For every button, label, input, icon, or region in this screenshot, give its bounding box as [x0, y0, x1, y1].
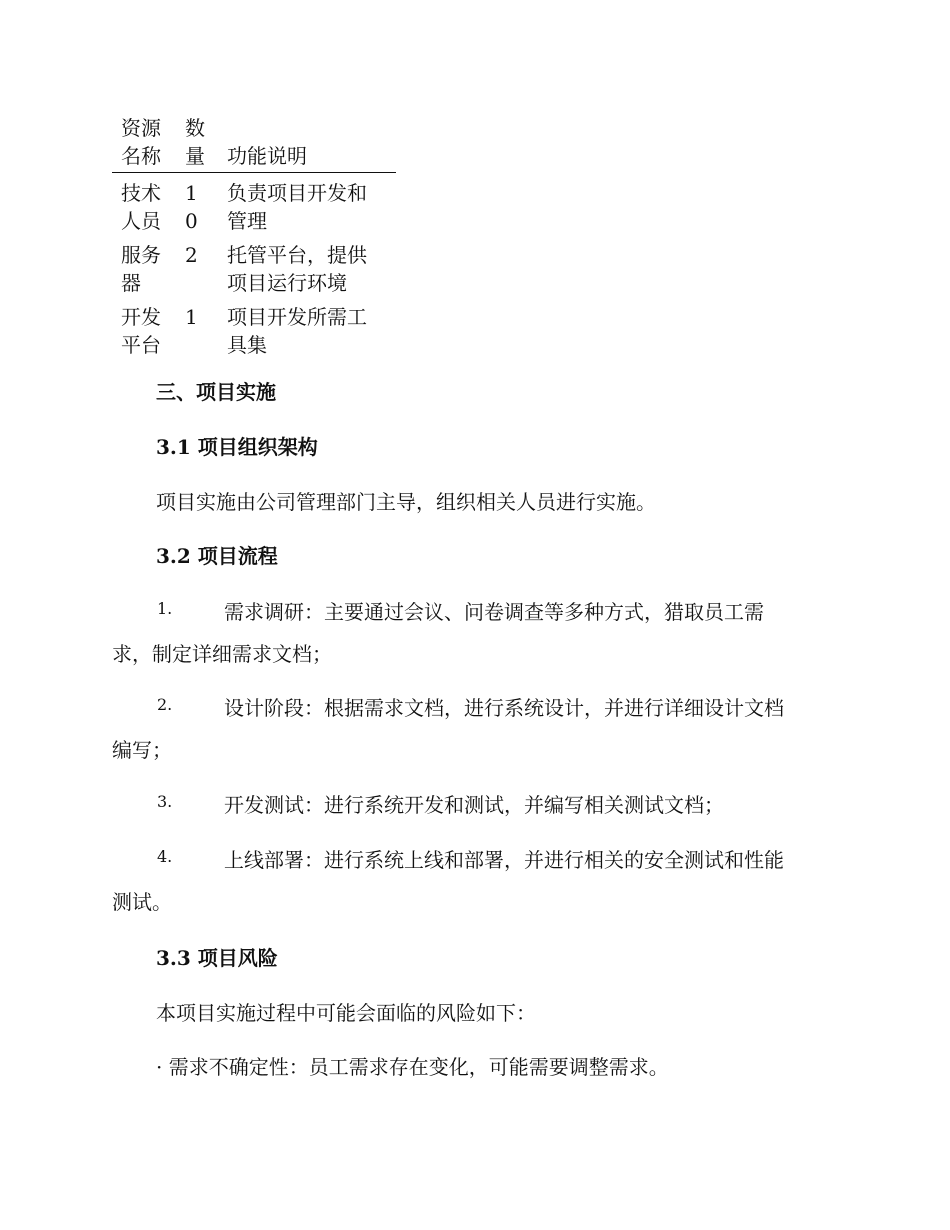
list-item-text-continued: 测试。 [112, 890, 172, 914]
cell-function: 项目开发所需工具集 [227, 305, 367, 357]
cell-resource-name: 服务器 [121, 243, 161, 295]
list-item-text-continued: 编写； [112, 738, 172, 762]
list-number: 4. [157, 847, 173, 866]
cell-resource-name: 技术人员 [121, 181, 161, 233]
header-quantity: 数量 [185, 116, 205, 168]
section-heading: 三、项目实施 [156, 380, 276, 404]
cell-function: 负责项目开发和管理 [227, 181, 367, 233]
list-item-text-continued: 求，制定详细需求文档； [112, 642, 332, 666]
list-number: 2. [157, 695, 173, 714]
table-header-row [112, 114, 396, 173]
cell-quantity: 10 [185, 181, 198, 233]
list-item-text: 上线部署：进行系统上线和部署，并进行相关的安全测试和性能 [224, 848, 784, 872]
cell-quantity: 1 [185, 305, 198, 329]
paragraph: 本项目实施过程中可能会面临的风险如下： [156, 1001, 536, 1025]
list-number: 3. [157, 792, 173, 811]
cell-resource-name: 开发平台 [121, 305, 161, 357]
header-function: 功能说明 [227, 144, 307, 168]
list-number: 1. [157, 599, 173, 618]
paragraph: 项目实施由公司管理部门主导，组织相关人员进行实施。 [156, 490, 656, 514]
list-item-text: 设计阶段：根据需求文档，进行系统设计，并进行详细设计文档 [224, 696, 784, 720]
list-item-text: 开发测试：进行系统开发和测试，并编写相关测试文档； [224, 793, 724, 817]
cell-quantity: 2 [185, 243, 198, 267]
table-row [112, 303, 396, 359]
cell-function: 托管平台，提供项目运行环境 [227, 243, 367, 295]
subsection-heading: 3.2 项目流程 [156, 544, 278, 568]
subsection-heading: 3.3 项目风险 [156, 946, 278, 970]
list-item-text: 需求调研：主要通过会议、问卷调查等多种方式，猎取员工需 [224, 600, 764, 624]
resource-table [112, 114, 396, 359]
subsection-heading: 3.1 项目组织架构 [156, 435, 318, 459]
table-row [112, 179, 396, 235]
table-row [112, 241, 396, 297]
bullet-item: · 需求不确定性：员工需求存在变化，可能需要调整需求。 [156, 1055, 669, 1079]
header-resource-name: 资源名称 [121, 116, 161, 168]
